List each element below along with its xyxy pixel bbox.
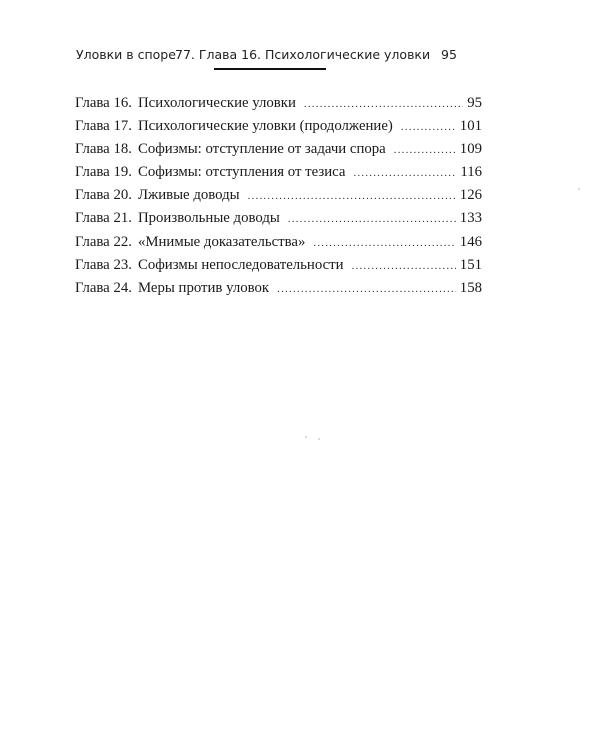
toc-leader-dots — [353, 162, 456, 185]
toc-entry — [75, 207, 482, 230]
toc-leader-dots — [352, 255, 456, 278]
table-of-contents — [75, 92, 482, 300]
running-head — [0, 44, 600, 74]
toc-chapter-title: Психологические уловки — [137, 95, 296, 111]
header-underline — [214, 68, 326, 70]
toc-chapter-number: Глава 16. — [75, 95, 132, 111]
toc-leader-dots — [304, 93, 463, 116]
toc-entry — [75, 277, 482, 300]
toc-chapter-title: Софизмы: отступление от задачи спора — [137, 141, 386, 158]
toc-page-number: 109 — [459, 141, 482, 158]
toc-page-number: 95 — [467, 95, 482, 111]
toc-entry — [75, 92, 482, 115]
toc-page-number: 151 — [459, 256, 482, 273]
page-number: 95 — [441, 47, 457, 62]
toc-chapter-number: Глава 21. — [75, 210, 132, 227]
toc-chapter-number: Глава 18. — [75, 141, 132, 158]
toc-page-number: 133 — [459, 210, 482, 227]
toc-entry — [75, 161, 482, 184]
toc-page-number: 126 — [459, 187, 482, 204]
toc-chapter-number: Глава 19. — [75, 164, 132, 181]
toc-chapter-number: Глава 20. — [75, 187, 132, 204]
toc-chapter-title: Софизмы непоследовательности — [137, 256, 344, 273]
toc-leader-dots — [277, 278, 456, 301]
toc-leader-dots — [394, 139, 456, 162]
toc-chapter-number: Глава 22. — [75, 233, 132, 250]
toc-chapter-title: Произвольные доводы — [137, 210, 280, 227]
toc-page-number: 116 — [460, 164, 482, 181]
toc-entry — [75, 115, 482, 138]
scan-speck — [578, 188, 580, 190]
toc-leader-dots — [248, 185, 456, 208]
toc-entry — [75, 138, 482, 161]
toc-leader-dots — [288, 208, 456, 231]
scan-speck — [318, 438, 320, 440]
chapter-reference: 77. Глава 16. Психологические уловки — [175, 47, 431, 62]
toc-chapter-number: Глава 17. — [75, 118, 132, 135]
toc-entry — [75, 231, 482, 254]
toc-chapter-number: Глава 23. — [75, 256, 132, 273]
book-title: Уловки в споре — [76, 47, 176, 62]
toc-chapter-title: Меры против уловок — [137, 279, 270, 296]
scan-speck — [305, 436, 307, 438]
toc-chapter-title: Психологические уловки (продолжение) — [137, 118, 393, 135]
toc-chapter-title: «Мнимые доказательства» — [137, 233, 306, 250]
toc-page-number: 101 — [459, 118, 482, 135]
toc-entry — [75, 184, 482, 207]
toc-chapter-title: Софизмы: отступления от тезиса — [137, 164, 346, 181]
toc-entry — [75, 254, 482, 277]
toc-leader-dots — [401, 116, 456, 139]
toc-leader-dots — [313, 232, 455, 255]
toc-page-number: 146 — [459, 233, 482, 250]
toc-chapter-number: Глава 24. — [75, 279, 132, 296]
toc-chapter-title: Лживые доводы — [137, 187, 240, 204]
toc-page-number: 158 — [459, 279, 482, 296]
